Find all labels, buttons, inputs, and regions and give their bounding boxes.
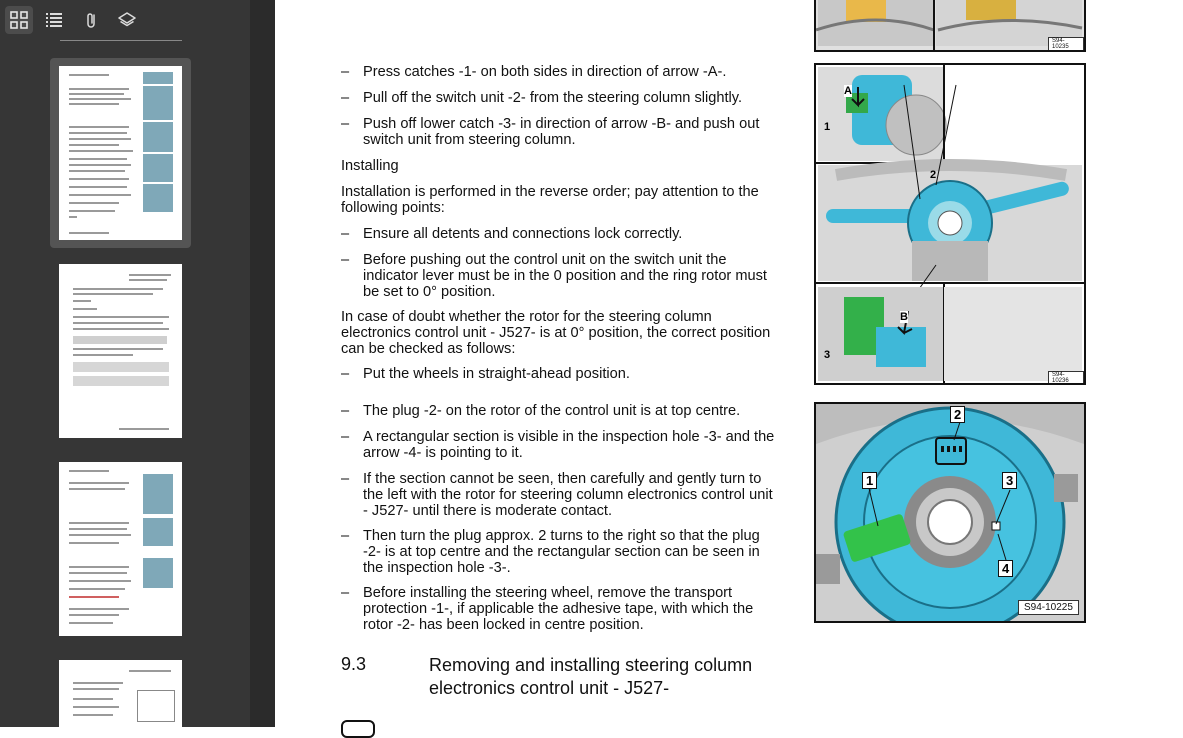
grid-icon	[10, 11, 28, 29]
toolbar-divider	[60, 40, 182, 41]
page-thumbnail-1[interactable]	[50, 58, 191, 248]
doubt-paragraph: In case of doubt whether the rotor for the steering column electronics control unit - J527- is at 0° position, the correct position can be checked as follows:	[341, 309, 771, 357]
figure-rotor-drawing	[816, 404, 1084, 621]
figure-id: S94-10225	[1018, 600, 1079, 615]
figure-top-drawing	[816, 0, 1084, 50]
page-thumbnail-4[interactable]	[50, 654, 191, 727]
list-icon	[45, 11, 63, 29]
figure-switch-unit-drawing	[816, 65, 1084, 383]
figure-label-2: 2	[950, 406, 965, 423]
figure-label-1: 1	[824, 121, 831, 133]
figure-label-3: 3	[824, 349, 831, 361]
paperclip-icon	[83, 11, 101, 29]
thumbnail-image	[59, 264, 182, 438]
figure-label-b: B	[900, 311, 908, 323]
note-icon	[341, 720, 375, 738]
figure-label-4: 4	[998, 560, 1013, 577]
thumbnail-sidebar	[0, 0, 250, 727]
page-thumbnail-2[interactable]	[50, 258, 191, 442]
figure-label-a: A	[844, 85, 852, 97]
outline-view-button[interactable]	[40, 6, 68, 34]
thumbnails-view-button[interactable]	[5, 6, 33, 34]
section-number: 9.3	[341, 654, 367, 674]
figure-id: S94-10236	[1048, 371, 1084, 385]
sidebar-toolbar	[0, 0, 250, 42]
installing-intro: Installation is performed in the reverse order; pay attention to the following points:	[341, 184, 759, 216]
figure-top	[814, 0, 1086, 52]
thumbnail-image	[59, 66, 182, 240]
figure-rotor	[814, 402, 1086, 623]
section-title: Removing and installing steering column electronics control unit - J527-	[429, 655, 753, 698]
figure-switch-unit	[814, 63, 1086, 385]
figure-label-1: 1	[862, 472, 877, 489]
figure-label-2: 2	[930, 169, 937, 181]
thumbnail-image	[59, 660, 182, 727]
thumbnail-image	[59, 462, 182, 636]
attachments-button[interactable]	[78, 6, 106, 34]
installing-heading: Installing	[341, 158, 399, 174]
layers-button[interactable]	[113, 6, 141, 34]
sidebar-splitter[interactable]	[250, 0, 275, 727]
layers-icon	[118, 11, 136, 29]
figure-label-3: 3	[1002, 472, 1017, 489]
page-thumbnail-3[interactable]	[50, 456, 191, 640]
figure-id: S94-10235	[1048, 37, 1084, 51]
